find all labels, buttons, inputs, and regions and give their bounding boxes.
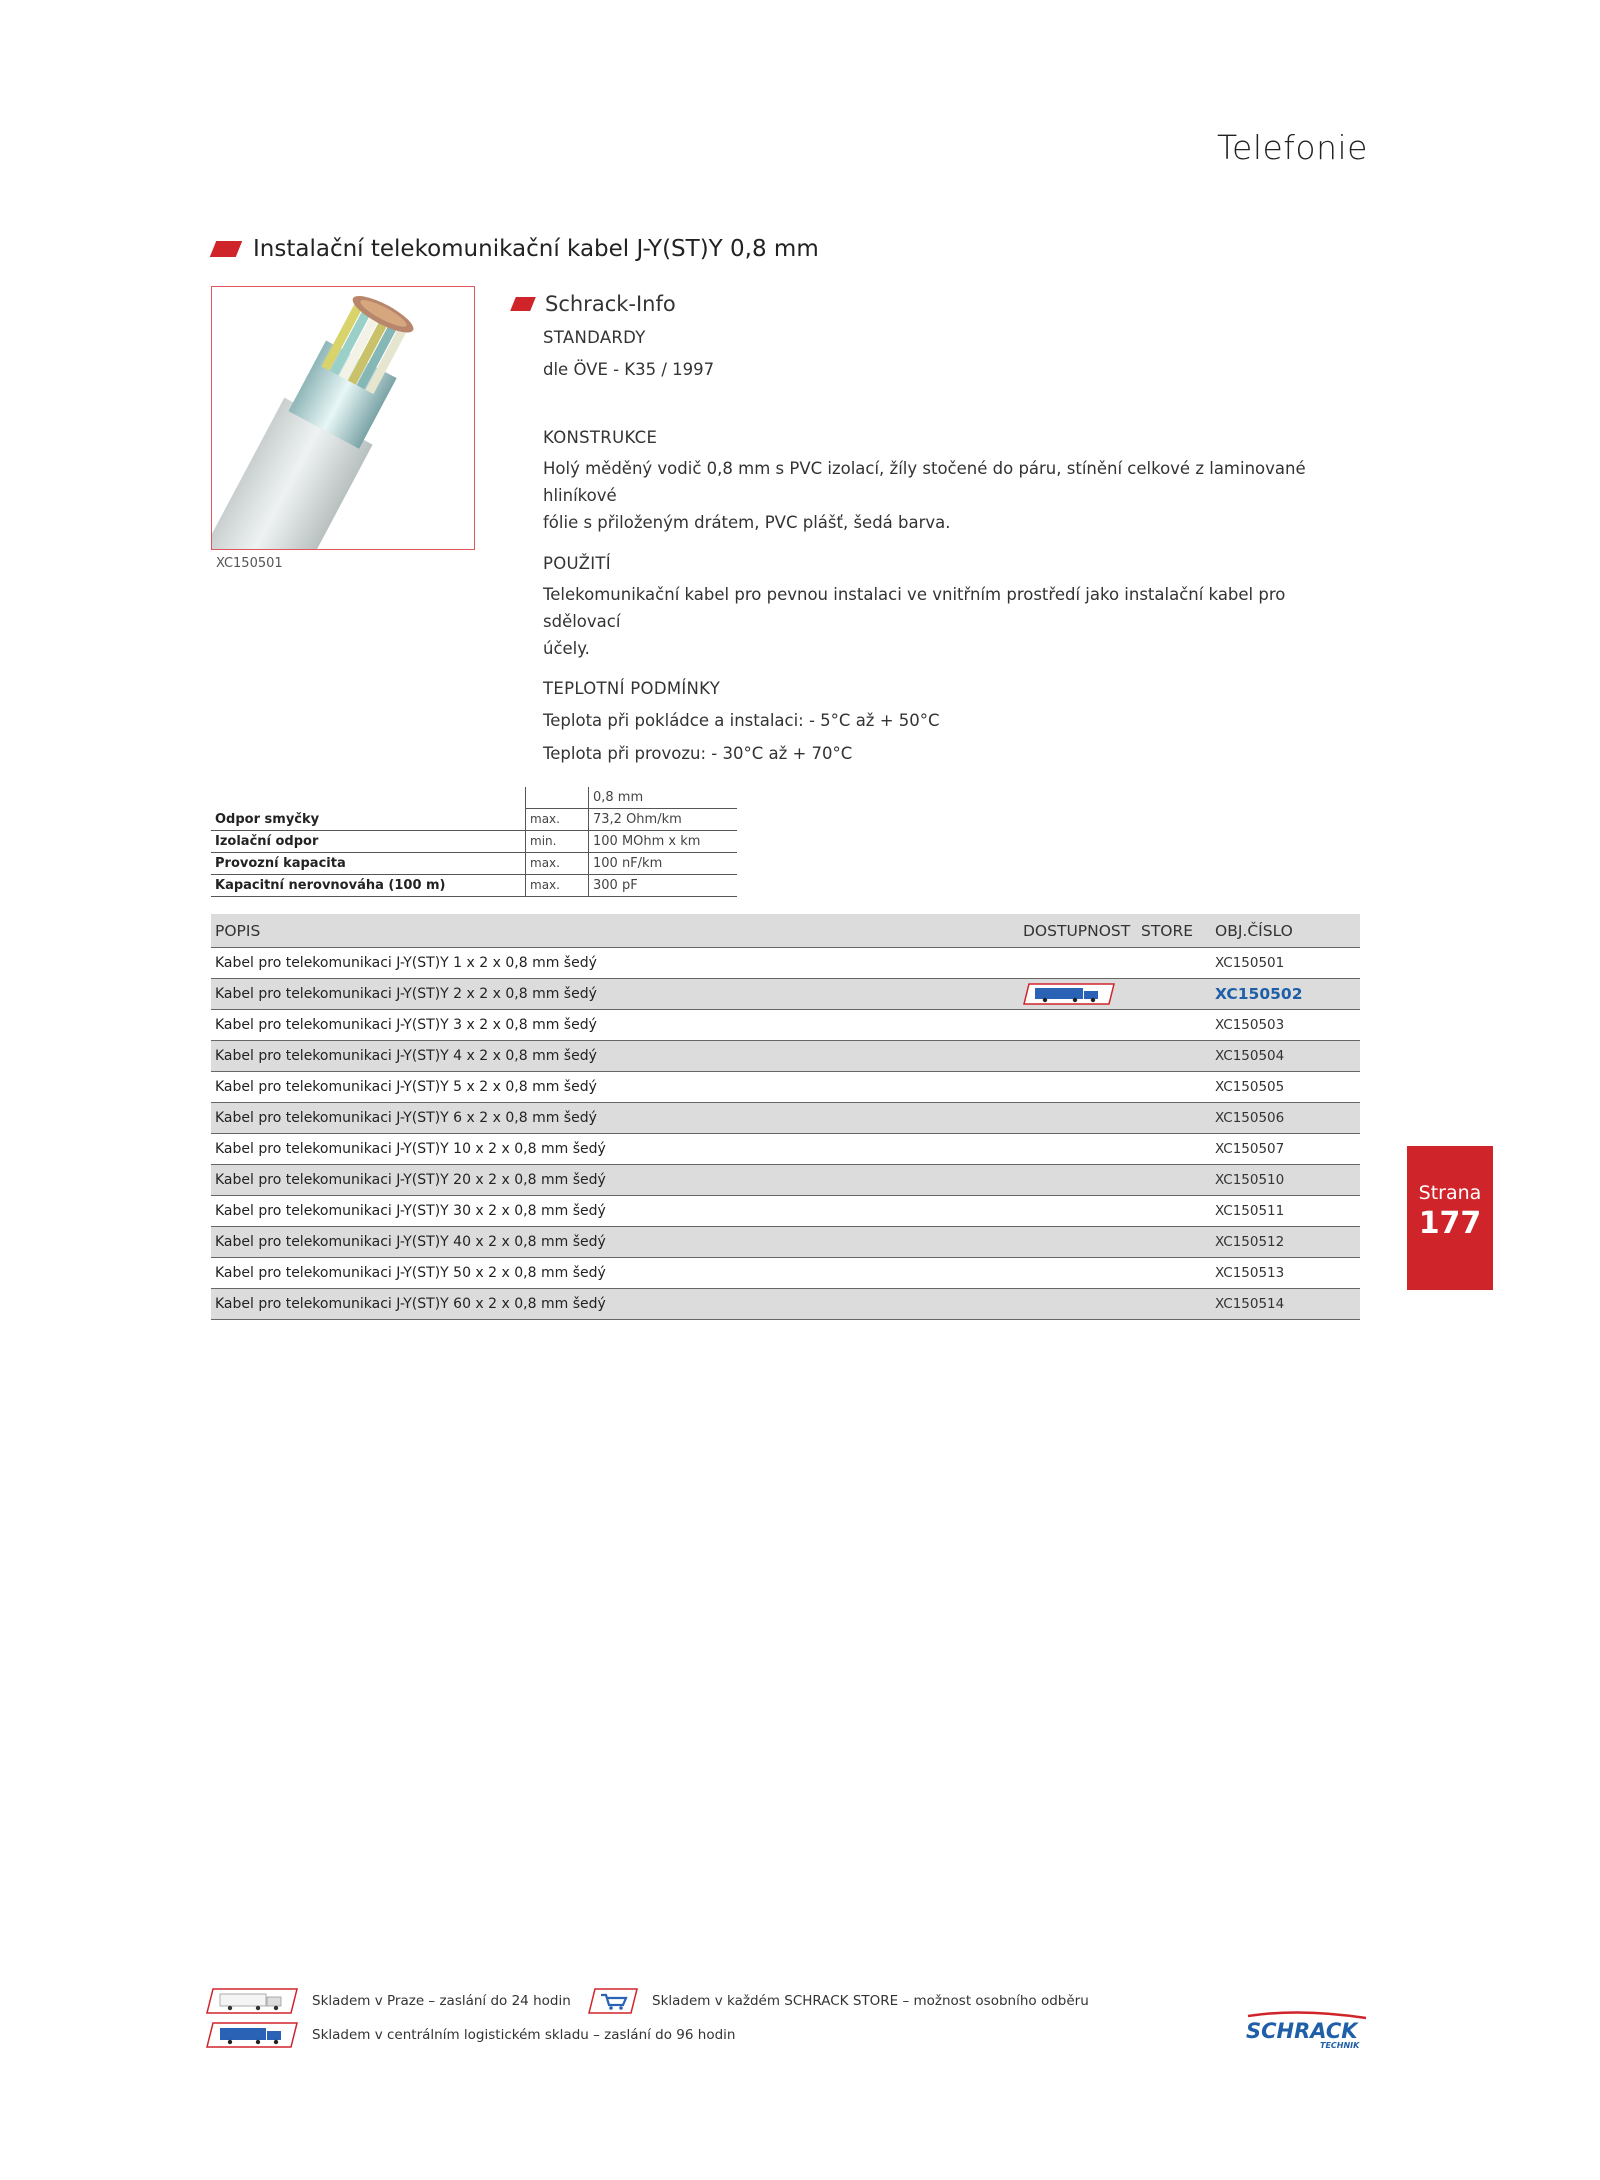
legend-central-text: Skladem v centrálním logistickém skladu – zaslání do 96 hodin: [312, 2027, 736, 2043]
product-row: [211, 1258, 1360, 1289]
product-description: Kabel pro telekomunikaci J-Y(ST)Y 60 x 2 x 0,8 mm šedý: [211, 1289, 1019, 1320]
product-row: [211, 1227, 1360, 1258]
logo-sub-text: TECHNIK: [1320, 2041, 1360, 2050]
product-order-number: XC150507: [1205, 1134, 1360, 1165]
product-availability: [1019, 1134, 1137, 1165]
store-cart-icon: [588, 1988, 638, 2014]
product-description: Kabel pro telekomunikaci J-Y(ST)Y 6 x 2 x 0,8 mm šedý: [211, 1103, 1019, 1134]
spec-header-row: [211, 787, 737, 809]
product-availability: [1019, 1010, 1137, 1041]
legend-prague: [206, 1988, 571, 2014]
product-row: [211, 1289, 1360, 1320]
product-description: Kabel pro telekomunikaci J-Y(ST)Y 50 x 2 x 0,8 mm šedý: [211, 1258, 1019, 1289]
product-row: [211, 1103, 1360, 1134]
product-row: [211, 1134, 1360, 1165]
product-order-number: XC150514: [1205, 1289, 1360, 1320]
spec-name: Izolační odpor: [211, 831, 526, 853]
info-block-standards: [543, 324, 1343, 383]
product-row: [211, 1010, 1360, 1041]
red-bullet-icon: [210, 241, 242, 257]
product-store: [1137, 1103, 1205, 1134]
info-line: účely.: [543, 639, 590, 658]
product-store: [1137, 1072, 1205, 1103]
spec-row: [211, 809, 737, 831]
info-line: Holý měděný vodič 0,8 mm s PVC izolací, žíly stočené do páru, stínění celkové z laminované hliníkové: [543, 459, 1306, 505]
info-label: STANDARDY: [543, 328, 646, 347]
product-order-number: XC150513: [1205, 1258, 1360, 1289]
legend-prague-text: Skladem v Praze – zaslání do 24 hodin: [312, 1993, 571, 2009]
column-header-description: POPIS: [211, 914, 1019, 948]
product-description: Kabel pro telekomunikaci J-Y(ST)Y 30 x 2 x 0,8 mm šedý: [211, 1196, 1019, 1227]
product-order-number: XC150506: [1205, 1103, 1360, 1134]
product-table: [211, 914, 1360, 1320]
product-store: [1137, 1010, 1205, 1041]
column-header-store: STORE: [1137, 914, 1205, 948]
prague-delivery-truck-icon: [206, 1988, 298, 2014]
product-availability: [1019, 1227, 1137, 1258]
product-store: [1137, 1196, 1205, 1227]
column-header-availability: DOSTUPNOST: [1019, 914, 1137, 948]
spec-row: [211, 831, 737, 853]
product-order-number: XC150501: [1205, 948, 1360, 979]
product-availability: [1019, 1072, 1137, 1103]
schrack-logo-icon: [1240, 2010, 1370, 2050]
spec-qualifier: max.: [526, 875, 589, 897]
page-number-tab: [1407, 1146, 1493, 1290]
product-availability: [1019, 1165, 1137, 1196]
product-store: [1137, 1289, 1205, 1320]
legend-store: [588, 1988, 1089, 2014]
product-table-body: [211, 948, 1360, 1320]
column-header-order-number: OBJ.ČÍSLO: [1205, 914, 1360, 948]
spec-column-header: 0,8 mm: [589, 787, 738, 809]
product-title-text: Instalační telekomunikační kabel J-Y(ST)Y 0,8 mm: [253, 236, 819, 262]
product-availability: [1019, 948, 1137, 979]
legend-central: [206, 2022, 735, 2048]
info-label: TEPLOTNÍ PODMÍNKY: [543, 679, 721, 698]
product-store: [1137, 1165, 1205, 1196]
product-availability: [1019, 1196, 1137, 1227]
product-table-header: [211, 914, 1360, 948]
cable-photo-icon: [212, 287, 474, 549]
product-store: [1137, 1227, 1205, 1258]
product-description: Kabel pro telekomunikaci J-Y(ST)Y 2 x 2 x 0,8 mm šedý: [211, 979, 1019, 1010]
product-photo: [211, 286, 475, 550]
spec-qualifier: max.: [526, 809, 589, 831]
logo-brand-text: SCHRACK: [1246, 2019, 1358, 2043]
product-description: Kabel pro telekomunikaci J-Y(ST)Y 1 x 2 x 0,8 mm šedý: [211, 948, 1019, 979]
spec-name: Odpor smyčky: [211, 809, 526, 831]
product-row: [211, 979, 1360, 1010]
product-description: Kabel pro telekomunikaci J-Y(ST)Y 20 x 2 x 0,8 mm šedý: [211, 1165, 1019, 1196]
product-store: [1137, 1258, 1205, 1289]
product-store: [1137, 1134, 1205, 1165]
product-availability: [1019, 979, 1137, 1010]
product-description: Kabel pro telekomunikaci J-Y(ST)Y 4 x 2 x 0,8 mm šedý: [211, 1041, 1019, 1072]
spec-value: 300 pF: [589, 875, 738, 897]
info-label: KONSTRUKCE: [543, 428, 658, 447]
central-warehouse-truck-icon: [206, 2022, 298, 2048]
product-availability: [1019, 1103, 1137, 1134]
photo-caption-code: XC150501: [216, 556, 283, 571]
product-row: [211, 1072, 1360, 1103]
product-order-number: XC150503: [1205, 1010, 1360, 1041]
info-line: Telekomunikační kabel pro pevnou instalaci ve vnitřním prostředí jako instalační kabel pro sdělovací: [543, 585, 1286, 631]
product-row: [211, 1165, 1360, 1196]
spec-row: [211, 853, 737, 875]
spec-row: [211, 875, 737, 897]
info-block-temperature: [543, 675, 1343, 767]
product-row: [211, 1196, 1360, 1227]
page-number: 177: [1418, 1206, 1482, 1241]
red-bullet-icon: [510, 297, 536, 311]
central-warehouse-truck-icon: [1023, 983, 1115, 1005]
spec-table: [211, 787, 737, 897]
product-order-number: XC150505: [1205, 1072, 1360, 1103]
product-description: Kabel pro telekomunikaci J-Y(ST)Y 40 x 2 x 0,8 mm šedý: [211, 1227, 1019, 1258]
product-description: Kabel pro telekomunikaci J-Y(ST)Y 10 x 2 x 0,8 mm šedý: [211, 1134, 1019, 1165]
product-order-number: XC150504: [1205, 1041, 1360, 1072]
info-block-usage: [543, 550, 1343, 662]
product-description: Kabel pro telekomunikaci J-Y(ST)Y 3 x 2 x 0,8 mm šedý: [211, 1010, 1019, 1041]
spec-value: 100 MOhm x km: [589, 831, 738, 853]
product-title: [213, 236, 819, 262]
legend-store-text: Skladem v každém SCHRACK STORE – možnost osobního odběru: [652, 1993, 1089, 2009]
product-availability: [1019, 1289, 1137, 1320]
spec-qualifier: min.: [526, 831, 589, 853]
info-block-construction: [543, 424, 1343, 536]
schrack-info-heading-text: Schrack-Info: [545, 292, 676, 316]
spec-value: 73,2 Ohm/km: [589, 809, 738, 831]
product-order-number: XC150511: [1205, 1196, 1360, 1227]
product-store: [1137, 979, 1205, 1010]
product-row: [211, 1041, 1360, 1072]
spec-qualifier: max.: [526, 853, 589, 875]
product-store: [1137, 948, 1205, 979]
product-order-number: XC150512: [1205, 1227, 1360, 1258]
product-availability: [1019, 1258, 1137, 1289]
info-line: Teplota při pokládce a instalaci: - 5°C až + 50°C: [543, 711, 940, 730]
info-line: Teplota při provozu: - 30°C až + 70°C: [543, 744, 853, 763]
schrack-logo: [1240, 2010, 1370, 2054]
info-line: fólie s přiloženým drátem, PVC plášť, šedá barva.: [543, 513, 951, 532]
product-description: Kabel pro telekomunikaci J-Y(ST)Y 5 x 2 x 0,8 mm šedý: [211, 1072, 1019, 1103]
product-row: [211, 948, 1360, 979]
product-store: [1137, 1041, 1205, 1072]
info-label: POUŽITÍ: [543, 554, 611, 573]
page-section-title: Telefonie: [1216, 128, 1368, 167]
product-order-number: XC150510: [1205, 1165, 1360, 1196]
info-line: dle ÖVE - K35 / 1997: [543, 360, 715, 379]
spec-value: 100 nF/km: [589, 853, 738, 875]
product-order-number: XC150502: [1205, 979, 1360, 1010]
spec-name: Kapacitní nerovnováha (100 m): [211, 875, 526, 897]
spec-name: Provozní kapacita: [211, 853, 526, 875]
schrack-info-heading: [513, 292, 676, 316]
page-tab-label: Strana: [1418, 1182, 1482, 1204]
product-availability: [1019, 1041, 1137, 1072]
